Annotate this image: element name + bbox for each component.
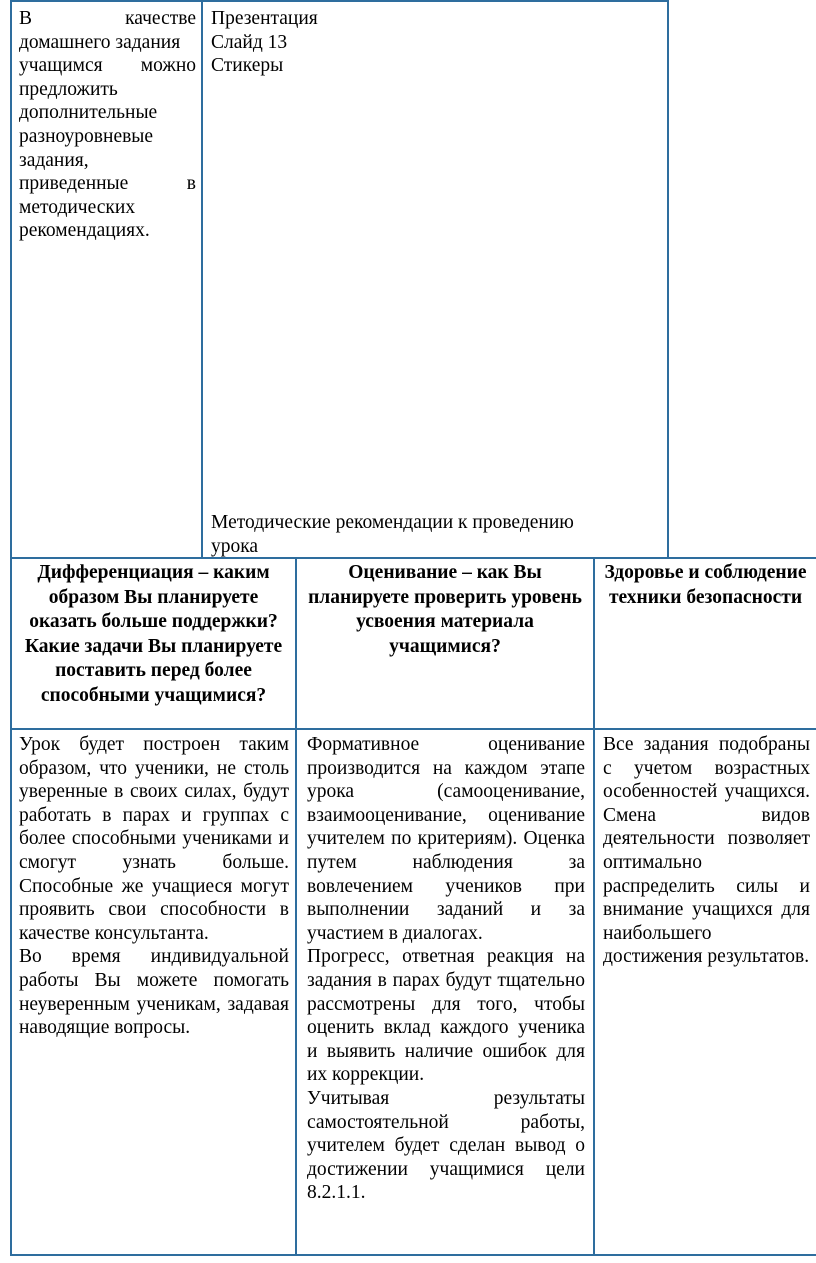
health-content: [595, 728, 816, 1256]
assessment-paragraph-3: Учитывая результаты самостоятельной работы, учителем будет сделан вывод о достижении учащимися цели 8.2.1.1.: [307, 1087, 585, 1204]
assessment-paragraph-1: Формативное оценивание производится на каждом этапе урока (самооценивание, взаимооценивание, оценивание учителем по критериям). Оценка путем наблюдения за вовлечением учеников при выполнении заданий и за участием в диалогах.: [307, 734, 585, 944]
resource-slide: Слайд 13: [211, 31, 288, 53]
homework-cell: [10, 0, 203, 557]
resource-presentation: Презентация: [211, 8, 318, 29]
header-health: Здоровье и соблюдение техники безопасности: [595, 557, 816, 728]
methodical-recommendations: Методические рекомендации к проведению урока: [211, 512, 574, 557]
assessment-paragraph-2: Прогресс, ответная реакция на задания в парах будут тщательно рассмотрены для того, чтобы оценить вклад каждого ученика и выявить наличие ошибок для их коррекции.: [307, 946, 585, 1086]
header-assessment: Оценивание – как Вы планируете проверить уровень усвоения материала учащимися?: [297, 557, 595, 728]
differentiation-paragraph-1: Урок будет построен таким образом, что ученики, не столь уверенные в своих силах, будут работать в парах и группах с более способными учениками и смогут узнать больше. Способные же учащиеся могут проявить свои способности в качестве консультанта.: [19, 734, 289, 944]
differentiation-content: [10, 728, 297, 1256]
differentiation-paragraph-2: Во время индивидуальной работы Вы можете помогать неуверенным ученикам, задавая наводящие вопросы.: [19, 946, 289, 1039]
resources-cell: [203, 0, 669, 557]
header-differentiation: Дифференциация – каким образом Вы планируете оказать больше поддержки? Какие задачи Вы планируете поставить перед более способными учащимися?: [10, 557, 297, 728]
resources-list: [211, 7, 661, 78]
health-paragraph: Все задания подобраны с учетом возрастных особенностей учащихся. Смена видов деятельности позволяет оптимально распределить силы и внимание учащихся для наибольшего достижения результатов.: [603, 734, 810, 968]
assessment-content: [297, 728, 595, 1256]
homework-text: В качестве домашнего задания учащимся можно предложить дополнительные разноуровневые задания, приведенные в методических рекомендациях.: [19, 8, 196, 242]
resource-stickers: Стикеры: [211, 55, 284, 77]
